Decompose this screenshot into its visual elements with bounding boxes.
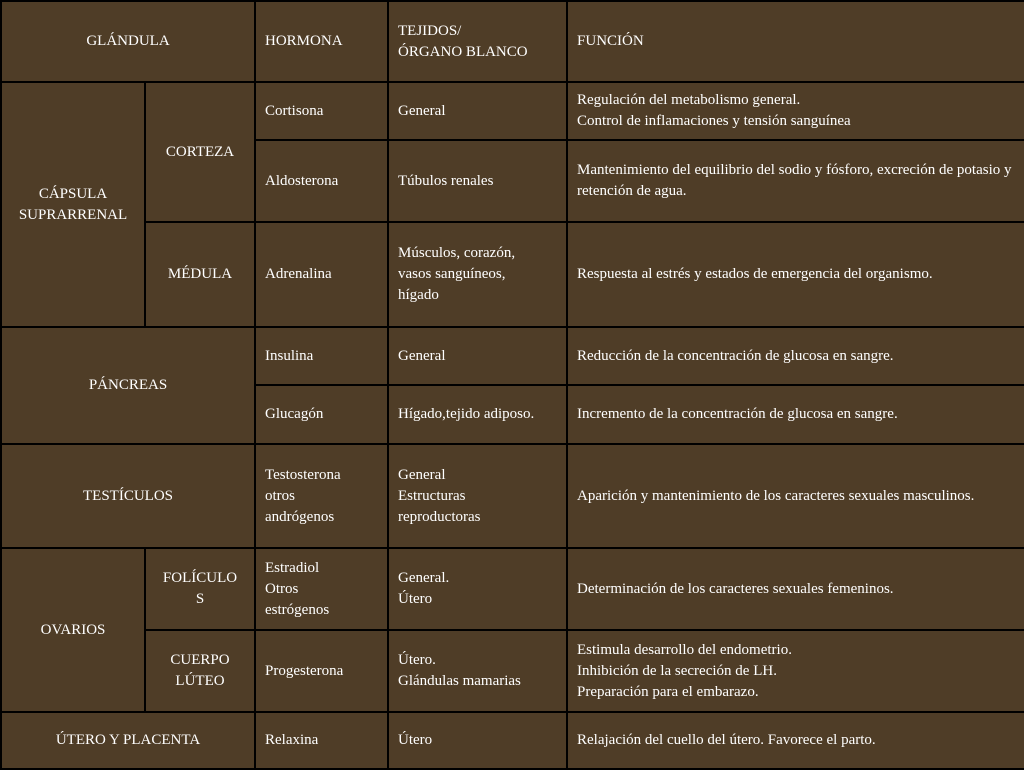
hormone-cell: Cortisona (255, 82, 388, 140)
hormone-cell: Glucagón (255, 385, 388, 444)
function-cell: Regulación del metabolismo general. Control de inflamaciones y tensión sanguínea (567, 82, 1024, 140)
tissue-cell: Túbulos renales (388, 140, 567, 222)
hormone-cell: Progesterona (255, 630, 388, 712)
gland-suprarrenal: CÁPSULA SUPRARRENAL (1, 82, 145, 327)
hormone-cell: Estradiol Otros estrógenos (255, 548, 388, 630)
function-cell: Incremento de la concentración de glucosa en sangre. (567, 385, 1024, 444)
hormone-cell: Adrenalina (255, 222, 388, 327)
header-gland: GLÁNDULA (1, 1, 255, 82)
header-function: FUNCIÓN (567, 1, 1024, 82)
gland-pancreas: PÁNCREAS (1, 327, 255, 444)
table-row (1, 327, 1024, 385)
function-cell: Aparición y mantenimiento de los caracteres sexuales masculinos. (567, 444, 1024, 548)
table-row (1, 630, 1024, 712)
table-row (1, 82, 1024, 140)
gland-ovarios: OVARIOS (1, 548, 145, 712)
function-cell: Determinación de los caracteres sexuales femeninos. (567, 548, 1024, 630)
hormone-cell: Testosterona otros andrógenos (255, 444, 388, 548)
header-row (1, 1, 1024, 82)
tissue-cell: Útero (388, 712, 567, 769)
header-tissue: TEJIDOS/ ÓRGANO BLANCO (388, 1, 567, 82)
tissue-cell: Hígado,tejido adiposo. (388, 385, 567, 444)
function-cell: Estimula desarrollo del endometrio. Inhibición de la secreción de LH. Preparación para el embarazo. (567, 630, 1024, 712)
part-cuerpo-luteo: CUERPO LÚTEO (145, 630, 255, 712)
gland-utero-placenta: ÚTERO Y PLACENTA (1, 712, 255, 769)
part-corteza: CORTEZA (145, 82, 255, 222)
tissue-cell: General Estructuras reproductoras (388, 444, 567, 548)
part-medula: MÉDULA (145, 222, 255, 327)
function-cell: Relajación del cuello del útero. Favorece el parto. (567, 712, 1024, 769)
tissue-cell: Útero. Glándulas mamarias (388, 630, 567, 712)
table-row (1, 222, 1024, 327)
tissue-cell: General (388, 82, 567, 140)
header-hormone: HORMONA (255, 1, 388, 82)
table-row (1, 712, 1024, 769)
gland-testiculos: TESTÍCULOS (1, 444, 255, 548)
hormone-cell: Relaxina (255, 712, 388, 769)
tissue-cell: Músculos, corazón, vasos sanguíneos, hígado (388, 222, 567, 327)
function-cell: Mantenimiento del equilibrio del sodio y fósforo, excreción de potasio y retención de agua. (567, 140, 1024, 222)
hormone-cell: Insulina (255, 327, 388, 385)
tissue-cell: General (388, 327, 567, 385)
table-row (1, 444, 1024, 548)
tissue-cell: General. Útero (388, 548, 567, 630)
hormone-cell: Aldosterona (255, 140, 388, 222)
function-cell: Reducción de la concentración de glucosa en sangre. (567, 327, 1024, 385)
function-cell: Respuesta al estrés y estados de emergencia del organismo. (567, 222, 1024, 327)
table-row (1, 548, 1024, 630)
part-foliculos: FOLÍCULO S (145, 548, 255, 630)
